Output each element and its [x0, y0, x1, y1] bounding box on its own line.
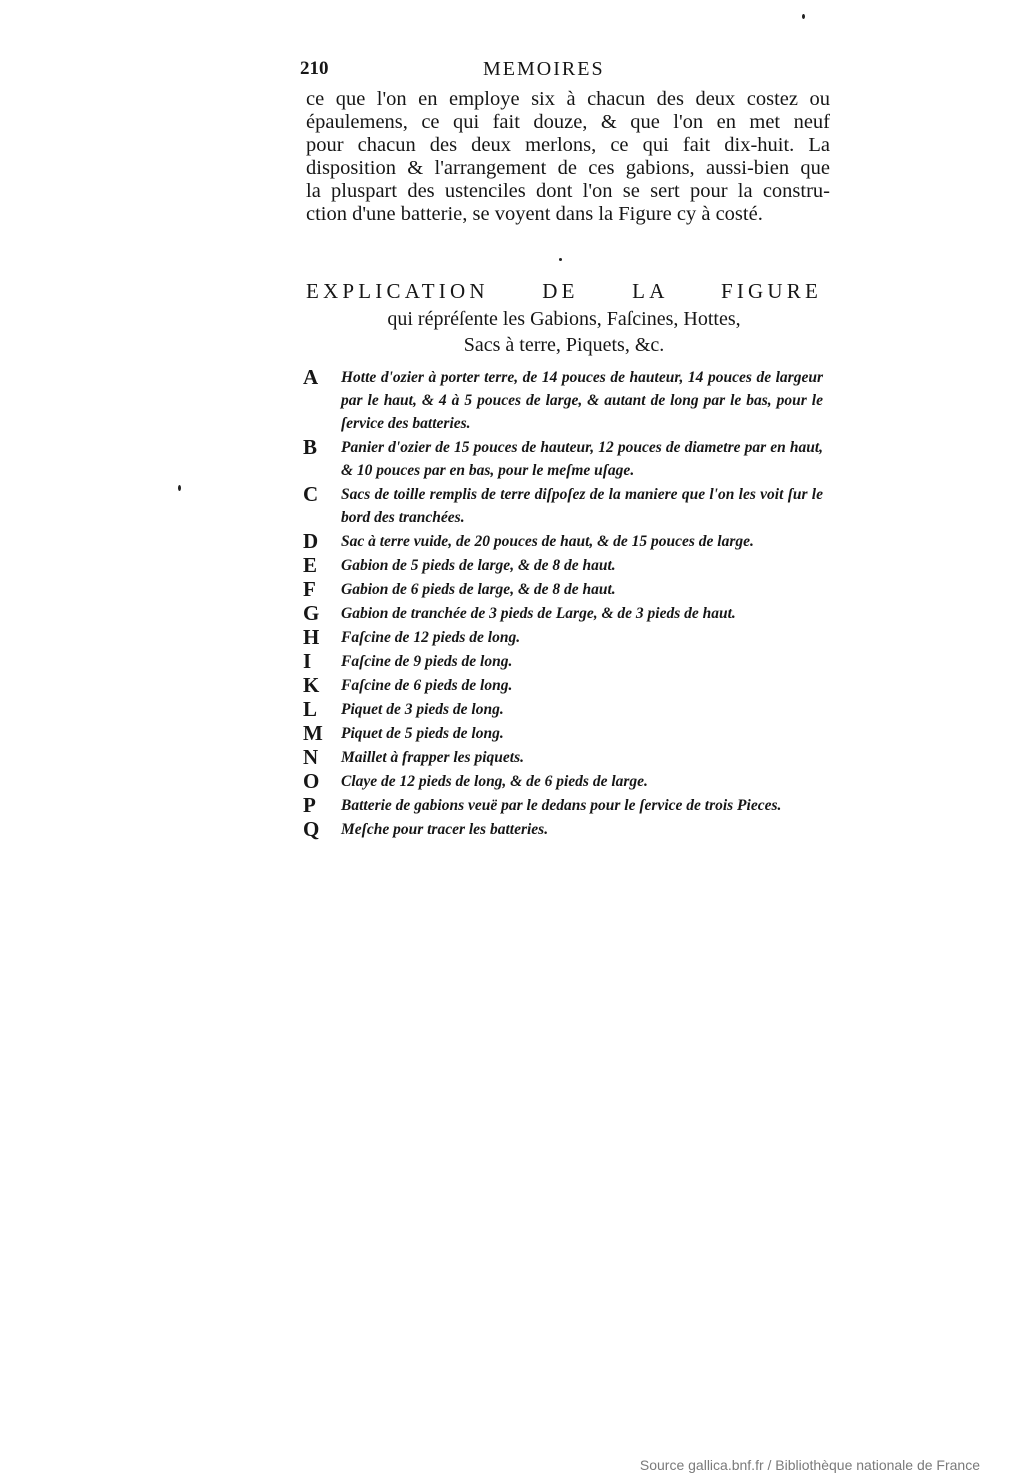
running-head: MEMOIRES — [483, 58, 605, 80]
legend-letter: F — [303, 577, 316, 601]
body-line: ce que l'on en employe six à chacun des deux costez ou — [306, 88, 830, 110]
legend-description: Maillet à frapper les piquets. — [341, 749, 524, 766]
legend-letter: L — [303, 697, 318, 721]
legend-letter: C — [303, 482, 319, 506]
legend-letter: N — [303, 745, 319, 769]
legend-entry — [303, 626, 823, 649]
legend-entry — [303, 530, 823, 553]
legend-letter: D — [303, 529, 319, 553]
page-header — [300, 58, 820, 88]
source-attribution: Source gallica.bnf.fr / Bibliothèque nationale de France — [639, 1457, 980, 1473]
legend-entry — [303, 366, 823, 435]
legend-description: Piquet de 5 pieds de long. — [341, 725, 504, 742]
legend-description: Gabion de 5 pieds de large, & de 8 de haut. — [341, 557, 616, 574]
legend-letter: P — [303, 793, 316, 817]
legend-description: Panier d'ozier de 15 pouces de hauteur, 12 pouces de diametre par en haut, & 10 pouces par en bas, pour le meſme uſage. — [341, 439, 823, 479]
body-line: pour chacun des deux merlons, ce qui fait dix-huit. La — [306, 134, 830, 156]
legend-entry — [303, 794, 823, 817]
legend-letter: G — [303, 601, 320, 625]
legend-entry — [303, 650, 823, 673]
body-paragraph — [306, 88, 830, 226]
legend-entry — [303, 578, 823, 601]
legend-entry — [303, 698, 823, 721]
body-line: disposition & l'arrangement de ces gabions, aussi-bien que — [306, 157, 830, 179]
legend-description: Gabion de tranchée de 3 pieds de Large, & de 3 pieds de haut. — [341, 605, 736, 622]
legend-description: Claye de 12 pieds de long, & de 6 pieds de large. — [341, 773, 648, 790]
body-line: la pluspart des ustenciles dont l'on se sert pour la constru- — [306, 180, 830, 202]
title-subtitle-line: qui répréſente les Gabions, Faſcines, Hottes, — [387, 308, 741, 330]
legend-description: Hotte d'ozier à porter terre, de 14 pouces de hauteur, 14 pouces de largeur par le haut, & 4 à 5 pouces de large, & autant de long par le bas, pour le ſervice des batteries. — [341, 369, 823, 432]
legend-description: Faſcine de 6 pieds de long. — [341, 677, 513, 694]
legend-letter: M — [303, 721, 323, 745]
figure-legend — [303, 366, 823, 842]
legend-description: Piquet de 3 pieds de long. — [341, 701, 504, 718]
legend-description: Faſcine de 9 pieds de long. — [341, 653, 513, 670]
legend-description: Gabion de 6 pieds de large, & de 8 de haut. — [341, 581, 616, 598]
legend-entry — [303, 602, 823, 625]
legend-description: Sacs de toille remplis de terre diſpoſez de la maniere que l'on les voit ſur le bord des tranchées. — [341, 486, 823, 526]
legend-entry — [303, 770, 823, 793]
legend-entry — [303, 674, 823, 697]
body-line: épaulemens, ce qui fait douze, & que l'on en met neuf — [306, 111, 830, 133]
ink-speck — [802, 14, 805, 19]
title-subtitle-line: Sacs à terre, Piquets, &c. — [463, 334, 665, 356]
legend-letter: K — [303, 673, 320, 697]
page-number: 210 — [300, 58, 329, 79]
legend-entry — [303, 436, 823, 482]
legend-entry — [303, 722, 823, 745]
legend-letter: Q — [303, 817, 320, 841]
legend-description: Batterie de gabions veuë par le dedans pour le ſervice de trois Pieces. — [341, 797, 782, 814]
legend-letter: H — [303, 625, 320, 649]
legend-letter: E — [303, 553, 318, 577]
legend-entry — [303, 483, 823, 529]
ink-speck — [178, 485, 181, 491]
legend-description: Sac à terre vuide, de 20 pouces de haut, & de 15 pouces de large. — [341, 533, 754, 550]
legend-entry — [303, 746, 823, 769]
legend-entry — [303, 818, 823, 841]
legend-letter: B — [303, 435, 318, 459]
legend-letter: O — [303, 769, 320, 793]
body-line: ction d'une batterie, se voyent dans la Figure cy à costé. — [306, 203, 763, 225]
legend-letter: A — [303, 365, 319, 389]
legend-letter: I — [303, 649, 312, 673]
title-main: EXPLICATION DE LA FIGURE — [306, 279, 822, 303]
ink-speck — [559, 258, 562, 261]
legend-entry — [303, 554, 823, 577]
legend-description: Faſcine de 12 pieds de long. — [341, 629, 521, 646]
legend-description: Meſche pour tracer les batteries. — [341, 821, 549, 838]
figure-explanation-title — [306, 278, 822, 358]
